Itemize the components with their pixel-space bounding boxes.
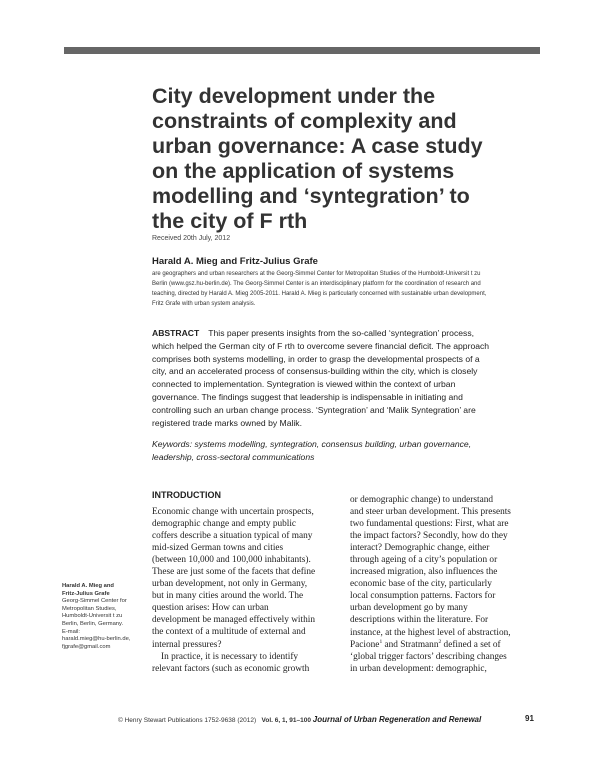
body-line: demographic change and empty public [152, 519, 297, 530]
body-line: (between 10,000 and 100,000 inhabitants). [152, 555, 311, 566]
header-rule [64, 47, 540, 54]
abstract [152, 327, 537, 429]
abstract-line: which helped the German city of F rth to overcome severe financial deficit. The approach [152, 340, 490, 351]
keywords [152, 438, 537, 464]
bio-line: Fritz Grafe with urban system analysis. [152, 300, 256, 307]
title-line: constraints of complexity and [152, 109, 457, 133]
title-line: modelling and ‘syntegration’ to [152, 184, 470, 208]
page-number: 91 [525, 714, 534, 723]
journal-name: Journal of Urban Regeneration and Renewal [312, 715, 482, 724]
ref-marker[interactable]: 2 [438, 638, 442, 645]
ref-text: defined a set of [441, 639, 501, 650]
page-footer [118, 715, 481, 724]
title-line: urban governance: A case study [152, 134, 483, 158]
correspondence-line: Metropolitan Studies, [62, 605, 117, 612]
body-line: In practice, it is necessary to identify [161, 651, 299, 662]
bio-line: are geographers and urban researchers at the Georg-Simmel Center for Metropolitan Studies of the Humboldt-Universit t zu [152, 271, 481, 277]
body-line: mid-sized German towns and cities [152, 543, 284, 554]
body-line: ‘global trigger factors’ describing changes [350, 651, 507, 662]
abstract-line: connected to implementation. Syntegration is viewed within the context of urban [152, 379, 456, 390]
body-line-with-refs [350, 639, 535, 651]
keywords-line: leadership, cross-sectoral communications [152, 451, 315, 462]
email-link[interactable]: fjgrafe@gmail.com [62, 643, 111, 650]
authors: Harald A. Mieg and Fritz-Julius Grafe [152, 256, 318, 267]
correspondence-line: Humboldt-Universit t zu [62, 613, 123, 620]
article-title [152, 84, 532, 234]
footer-volume: Vol. 6, 1, 91–100 [261, 717, 311, 724]
title-line: the city of F rth [152, 209, 308, 233]
email-link[interactable]: harald.mieg@hu-berlin.de, [62, 636, 131, 643]
body-column-left [152, 506, 337, 675]
bio-line: Berlin (www.gsz.hu-berlin.de). The Georg-Simmel Center is an interdisciplinary platform for the coordination of research and [152, 280, 481, 287]
correspondence-line: Georg-Simmel Center for [62, 598, 127, 605]
body-line: instance, at the highest level of abstraction, [350, 627, 511, 638]
section-heading: INTRODUCTION [152, 490, 221, 500]
abstract-text: This paper presents insights from the so-called ‘syntegration’ process, [208, 328, 475, 338]
body-line: or demographic change) to understand [350, 495, 494, 505]
body-line: economic base of the city, particularly [350, 579, 492, 590]
abstract-line: controlling such an urban change process. ‘Syntegration’ and ‘Malik Syntegration’ are [152, 404, 476, 415]
footer-publisher: © Henry Stewart Publications 1752-9638 (2012) [118, 717, 257, 724]
body-line: the context of a multitude of external and [152, 627, 306, 638]
bio-line: teaching, directed by Harald A. Mieg 2005-2011. Harald A. Mieg is particularly concerned with sustainable urban development, [152, 290, 487, 297]
abstract-line: city, and an accelerated process of consensus-building within the city, which is closely [152, 366, 478, 377]
body-line: the impact factors? Secondly, how do they [350, 531, 508, 542]
abstract-line [152, 327, 537, 340]
body-line: question arises: How can urban [152, 603, 269, 614]
body-line: two fundamental questions: First, what are [350, 519, 509, 530]
body-line: interact? Demographic change, either [350, 543, 490, 554]
body-line: local consumption patterns. Factors for [350, 591, 496, 602]
body-line: through ageing of a city’s population or [350, 555, 498, 566]
body-line: in urban development: demographic, [350, 663, 487, 674]
correspondence-line: Berlin, Berlin, Germany. [62, 620, 124, 627]
received-date: Received 20th July, 2012 [152, 235, 231, 242]
abstract-line: registered trade marks owned by Malik. [152, 417, 302, 428]
correspondence-line: E-mail: [62, 628, 81, 635]
body-line: but in many cities around the world. The [152, 591, 304, 602]
body-line: urban development, not only in Germany, [152, 579, 308, 590]
body-line: urban development go by many [350, 603, 468, 614]
body-line: and steer urban development. This presents [350, 507, 511, 518]
ref-text: Pacione [350, 639, 380, 650]
body-line: coffers describe a situation typical of many [152, 531, 313, 542]
ref-text: and Stratmann [382, 639, 439, 650]
body-column-right [350, 494, 535, 675]
body-line: relevant factors (such as economic growth [152, 663, 310, 674]
abstract-label: ABSTRACT [152, 328, 200, 338]
correspondence-name: Harald A. Mieg and [62, 583, 114, 589]
abstract-line: governance. The findings suggest that leadership is indispensable in initiating and [152, 391, 463, 402]
ref-marker[interactable]: 1 [379, 638, 383, 645]
title-line: City development under the [152, 84, 436, 108]
correspondence-name: Fritz-Julius Grafe [62, 590, 110, 597]
correspondence-note [62, 583, 144, 651]
body-line: development be managed effectively within [152, 615, 315, 626]
abstract-line: comprises both systems modelling, in order to grasp the developmental prospects of a [152, 353, 480, 364]
body-line: increased migration, also influences the [350, 567, 498, 578]
body-line: descriptions within the literature. For [350, 615, 489, 626]
body-line: internal pressures? [152, 639, 222, 650]
body-line: Economic change with uncertain prospects, [152, 507, 314, 517]
keywords-line: Keywords: systems modelling, syntegration, consensus building, urban governance, [152, 439, 472, 449]
author-bio [152, 270, 532, 310]
body-line: These are just some of the facets that define [152, 567, 316, 578]
title-line: on the application of systems [152, 159, 455, 183]
